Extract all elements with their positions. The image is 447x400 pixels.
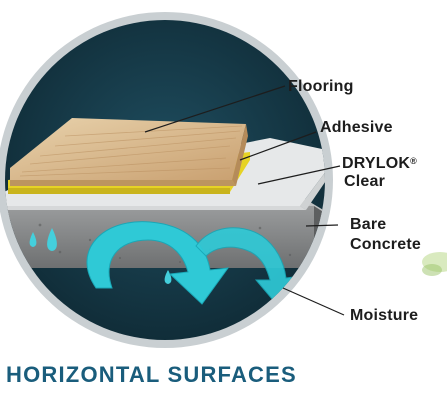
label-bare: Bare	[350, 216, 387, 233]
registered-mark: ®	[410, 156, 418, 166]
label-flooring: Flooring	[288, 78, 354, 95]
label-moisture: Moisture	[350, 307, 419, 324]
section-title: HORIZONTAL SURFACES	[6, 362, 297, 387]
foliage-decoration	[422, 252, 447, 276]
label-adhesive: Adhesive	[320, 119, 393, 136]
label-drylok	[342, 155, 417, 172]
label-concrete: Concrete	[350, 236, 421, 253]
label-drylok-brand: DRYLOK	[342, 155, 411, 172]
label-clear: Clear	[344, 173, 386, 190]
